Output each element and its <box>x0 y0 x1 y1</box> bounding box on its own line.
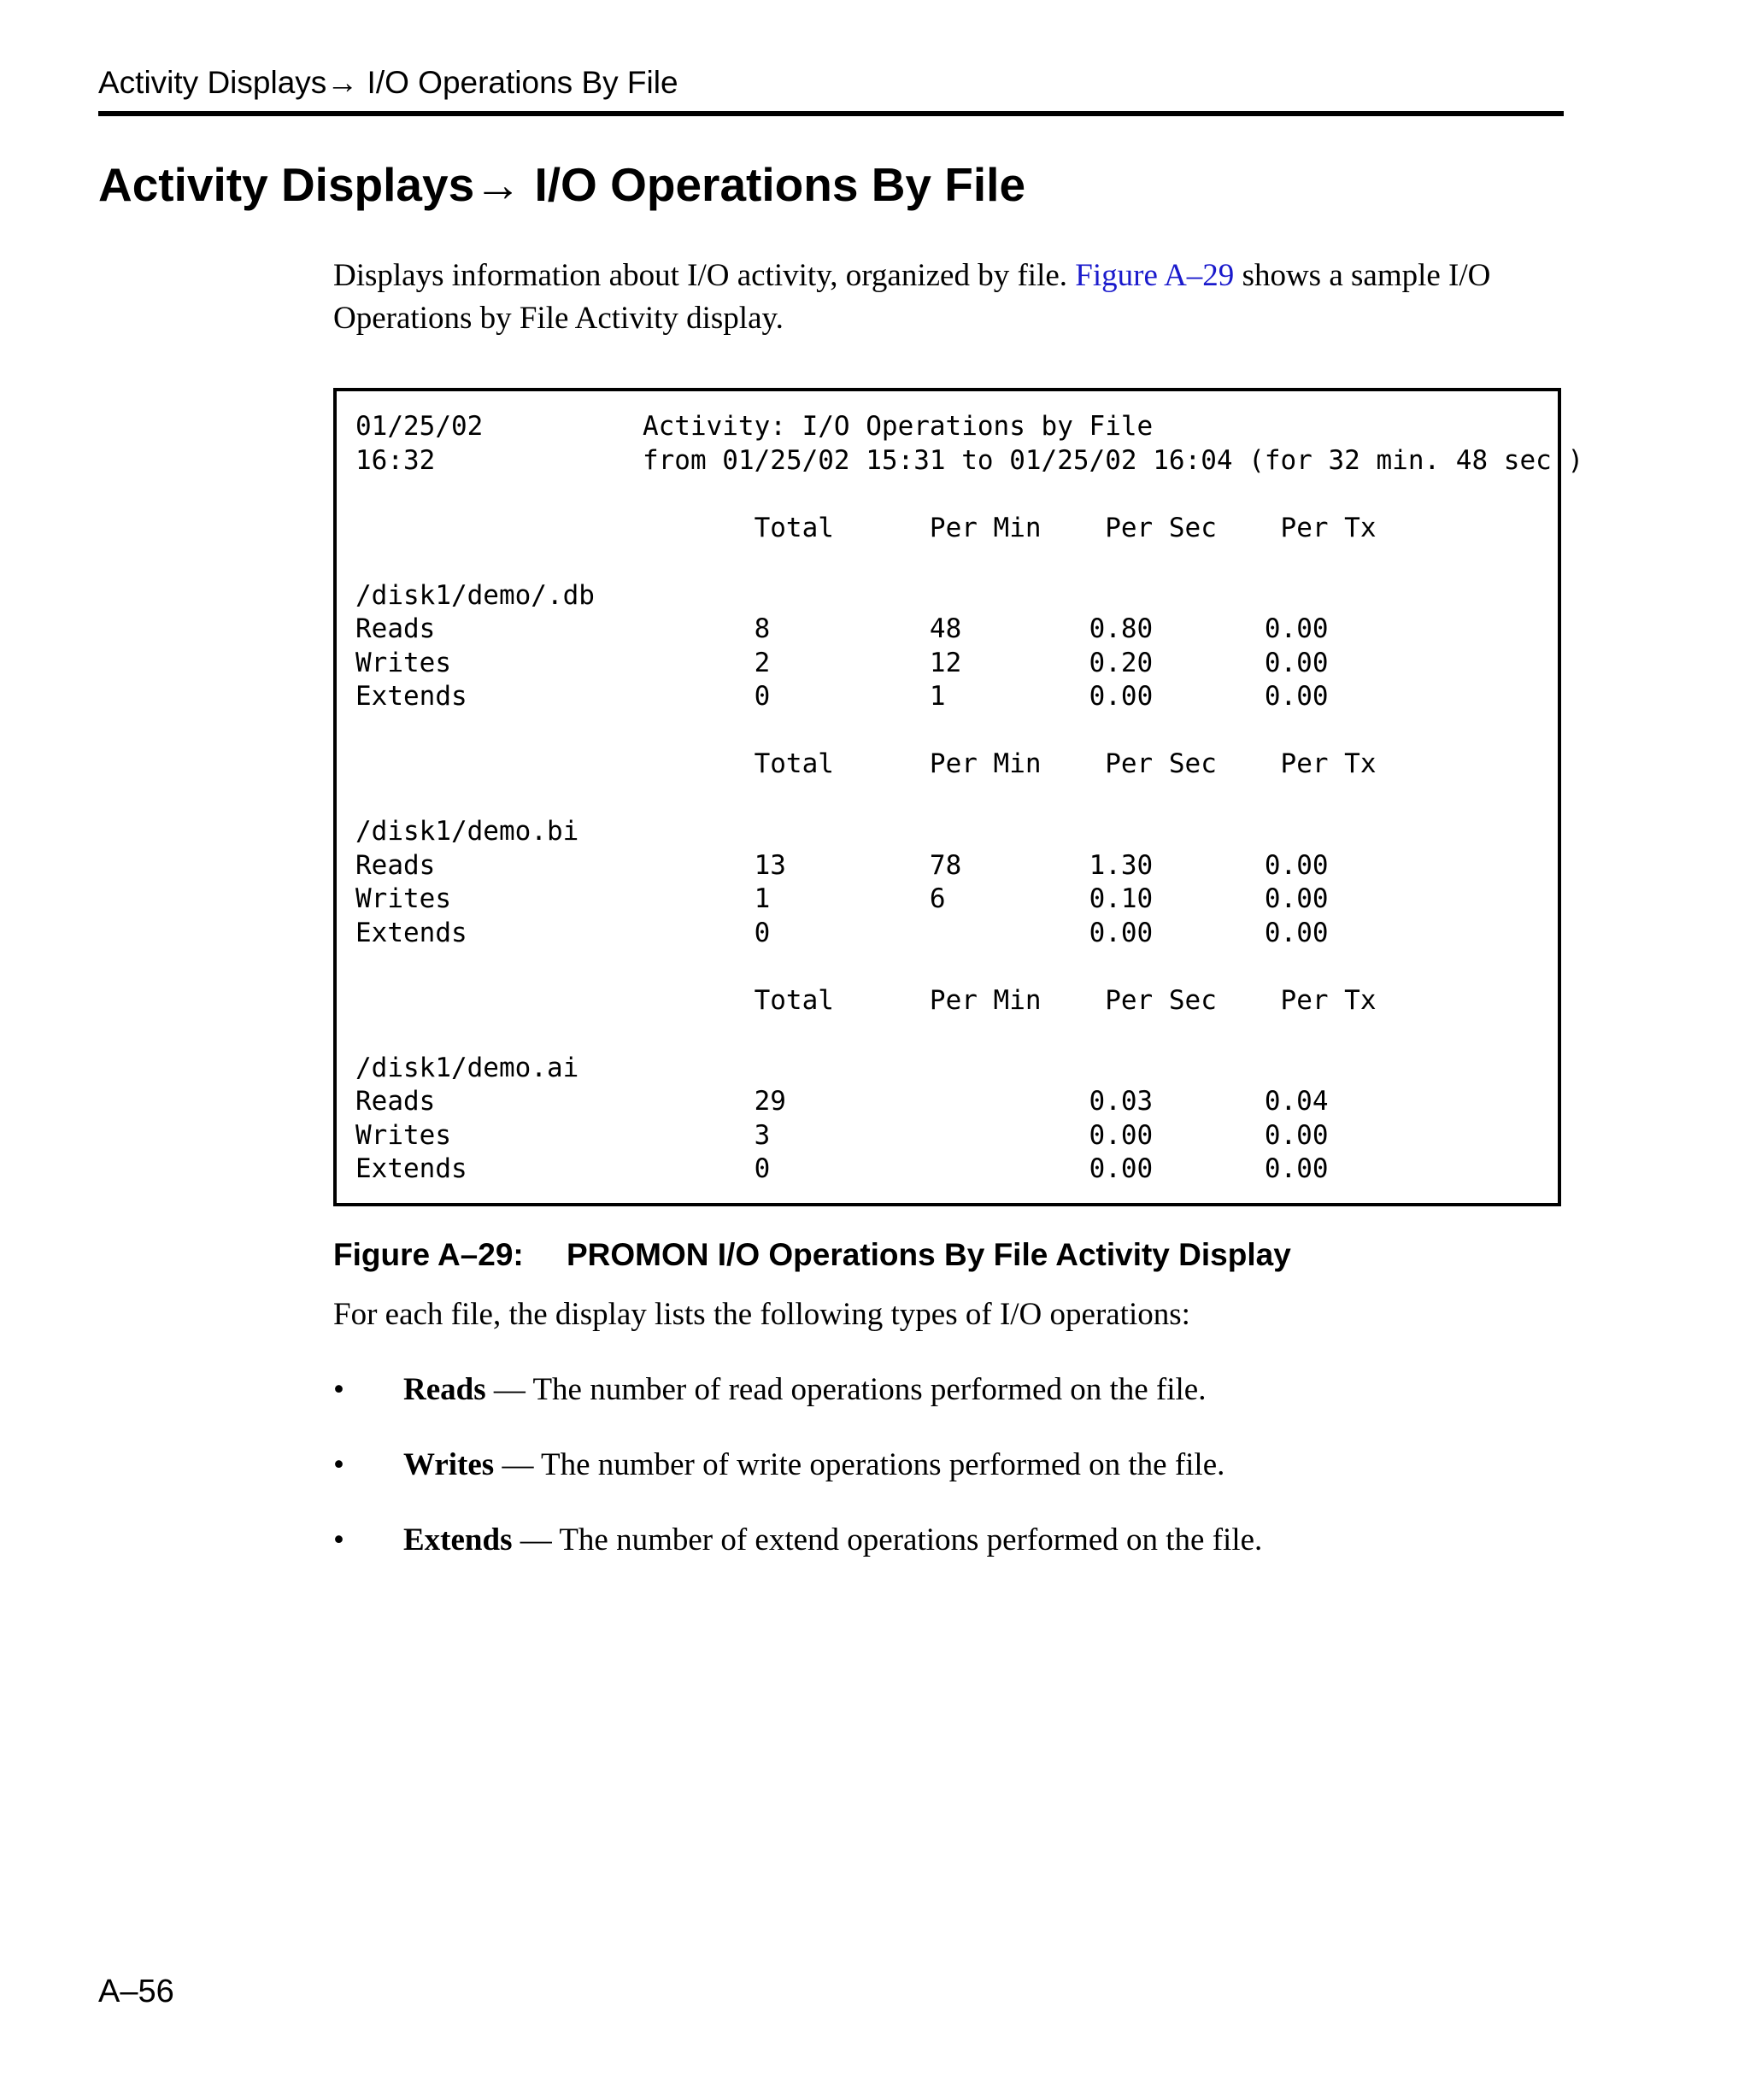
screen-title: Activity: I/O Operations by File <box>642 411 1154 442</box>
value-total: 3 <box>754 1119 771 1151</box>
bullet-icon: • <box>333 1447 344 1482</box>
caption-label: Figure A–29: <box>333 1237 524 1272</box>
file-block-ai <box>355 985 1377 1185</box>
col-header: Per Tx <box>1280 984 1377 1016</box>
col-header: Total <box>754 748 834 779</box>
row-label: Writes <box>355 647 451 678</box>
value-per-tx: 0.00 <box>1264 1119 1329 1151</box>
col-header: Per Min <box>929 512 1042 543</box>
row-label: Reads <box>355 613 436 644</box>
screen-period: from 01/25/02 15:31 to 01/25/02 16:04 (for 32 min. 48 sec.) <box>642 444 1584 476</box>
bullet-icon: • <box>333 1372 344 1407</box>
file-name: /disk1/demo/.db <box>355 579 595 611</box>
value-total: 0 <box>754 681 771 712</box>
value-per-min: 48 <box>929 613 962 644</box>
row-label: Extends <box>355 917 467 948</box>
value-per-min: 1 <box>929 681 946 712</box>
file-name: /disk1/demo.ai <box>355 1052 579 1083</box>
value-per-sec: 0.00 <box>1089 917 1154 948</box>
value-per-tx: 0.00 <box>1264 883 1329 914</box>
running-header: Activity Displays→ I/O Operations By File <box>98 65 678 100</box>
value-per-sec: 0.10 <box>1089 883 1154 914</box>
col-header: Per Min <box>929 748 1042 779</box>
figure-caption <box>333 1238 1291 1273</box>
value-per-sec: 0.80 <box>1089 613 1154 644</box>
term: Extends <box>403 1522 513 1557</box>
file-block-db <box>355 513 1377 713</box>
caption-title: PROMON I/O Operations By File Activity Display <box>567 1237 1291 1272</box>
col-header: Per Sec <box>1105 748 1217 779</box>
file-name: /disk1/demo.bi <box>355 816 579 847</box>
intro-text-before: Displays information about I/O activity, organized by file. <box>333 258 1076 293</box>
term: Reads <box>403 1372 486 1407</box>
row-label: Writes <box>355 883 451 914</box>
row-label: Extends <box>355 1153 467 1184</box>
value-total: 1 <box>754 883 771 914</box>
value-per-tx: 0.00 <box>1264 1153 1329 1184</box>
value-per-sec: 0.00 <box>1089 1153 1154 1184</box>
figure-link[interactable]: Figure A–29 <box>1075 258 1235 293</box>
value-total: 13 <box>754 849 786 881</box>
header-rule <box>98 111 1564 116</box>
row-label: Extends <box>355 681 467 712</box>
intro-paragraph <box>333 255 1564 340</box>
term-description: — The number of extend operations performed on the file. <box>512 1522 1263 1557</box>
col-header: Per Sec <box>1105 984 1217 1016</box>
col-header: Total <box>754 512 834 543</box>
value-per-tx: 0.00 <box>1264 647 1329 678</box>
bullet-icon: • <box>333 1522 344 1557</box>
lead-paragraph: For each file, the display lists the following types of I/O operations: <box>333 1297 1190 1332</box>
screen-date: 01/25/02 <box>355 411 484 442</box>
col-header: Per Tx <box>1280 512 1377 543</box>
value-total: 8 <box>754 613 771 644</box>
row-label: Reads <box>355 849 436 881</box>
value-total: 2 <box>754 647 771 678</box>
term-description: — The number of write operations performed on the file. <box>494 1447 1225 1482</box>
value-per-tx: 0.00 <box>1264 917 1329 948</box>
value-per-tx: 0.04 <box>1264 1086 1329 1117</box>
intro-text-after: shows a sample I/O Operations by File Activity display. <box>333 258 1491 336</box>
value-total: 29 <box>754 1086 786 1117</box>
value-per-tx: 0.00 <box>1264 681 1329 712</box>
col-header: Per Min <box>929 984 1042 1016</box>
value-per-sec: 0.00 <box>1089 681 1154 712</box>
term-description: — The number of read operations performed on the file. <box>485 1372 1207 1407</box>
col-header: Per Sec <box>1105 512 1217 543</box>
value-per-tx: 0.00 <box>1264 613 1329 644</box>
value-per-tx: 0.00 <box>1264 849 1329 881</box>
promon-screen <box>333 388 1584 1206</box>
value-per-sec: 0.00 <box>1089 1119 1154 1151</box>
value-per-min: 6 <box>929 883 946 914</box>
row-label: Writes <box>355 1119 451 1151</box>
value-per-min: 78 <box>929 849 962 881</box>
col-header: Per Tx <box>1280 748 1377 779</box>
col-header: Total <box>754 984 834 1016</box>
file-block-bi <box>355 748 1377 948</box>
value-per-sec: 0.03 <box>1089 1086 1154 1117</box>
value-per-sec: 1.30 <box>1089 849 1154 881</box>
term: Writes <box>403 1447 495 1482</box>
value-total: 0 <box>754 917 771 948</box>
promon-screen-text <box>355 410 1583 1187</box>
screen-time: 16:32 <box>355 444 436 476</box>
value-total: 0 <box>754 1153 771 1184</box>
page-number: A–56 <box>98 1974 174 2009</box>
value-per-sec: 0.20 <box>1089 647 1154 678</box>
value-per-min: 12 <box>929 647 962 678</box>
row-label: Reads <box>355 1086 436 1117</box>
page-title: Activity Displays→ I/O Operations By File <box>98 158 1026 211</box>
